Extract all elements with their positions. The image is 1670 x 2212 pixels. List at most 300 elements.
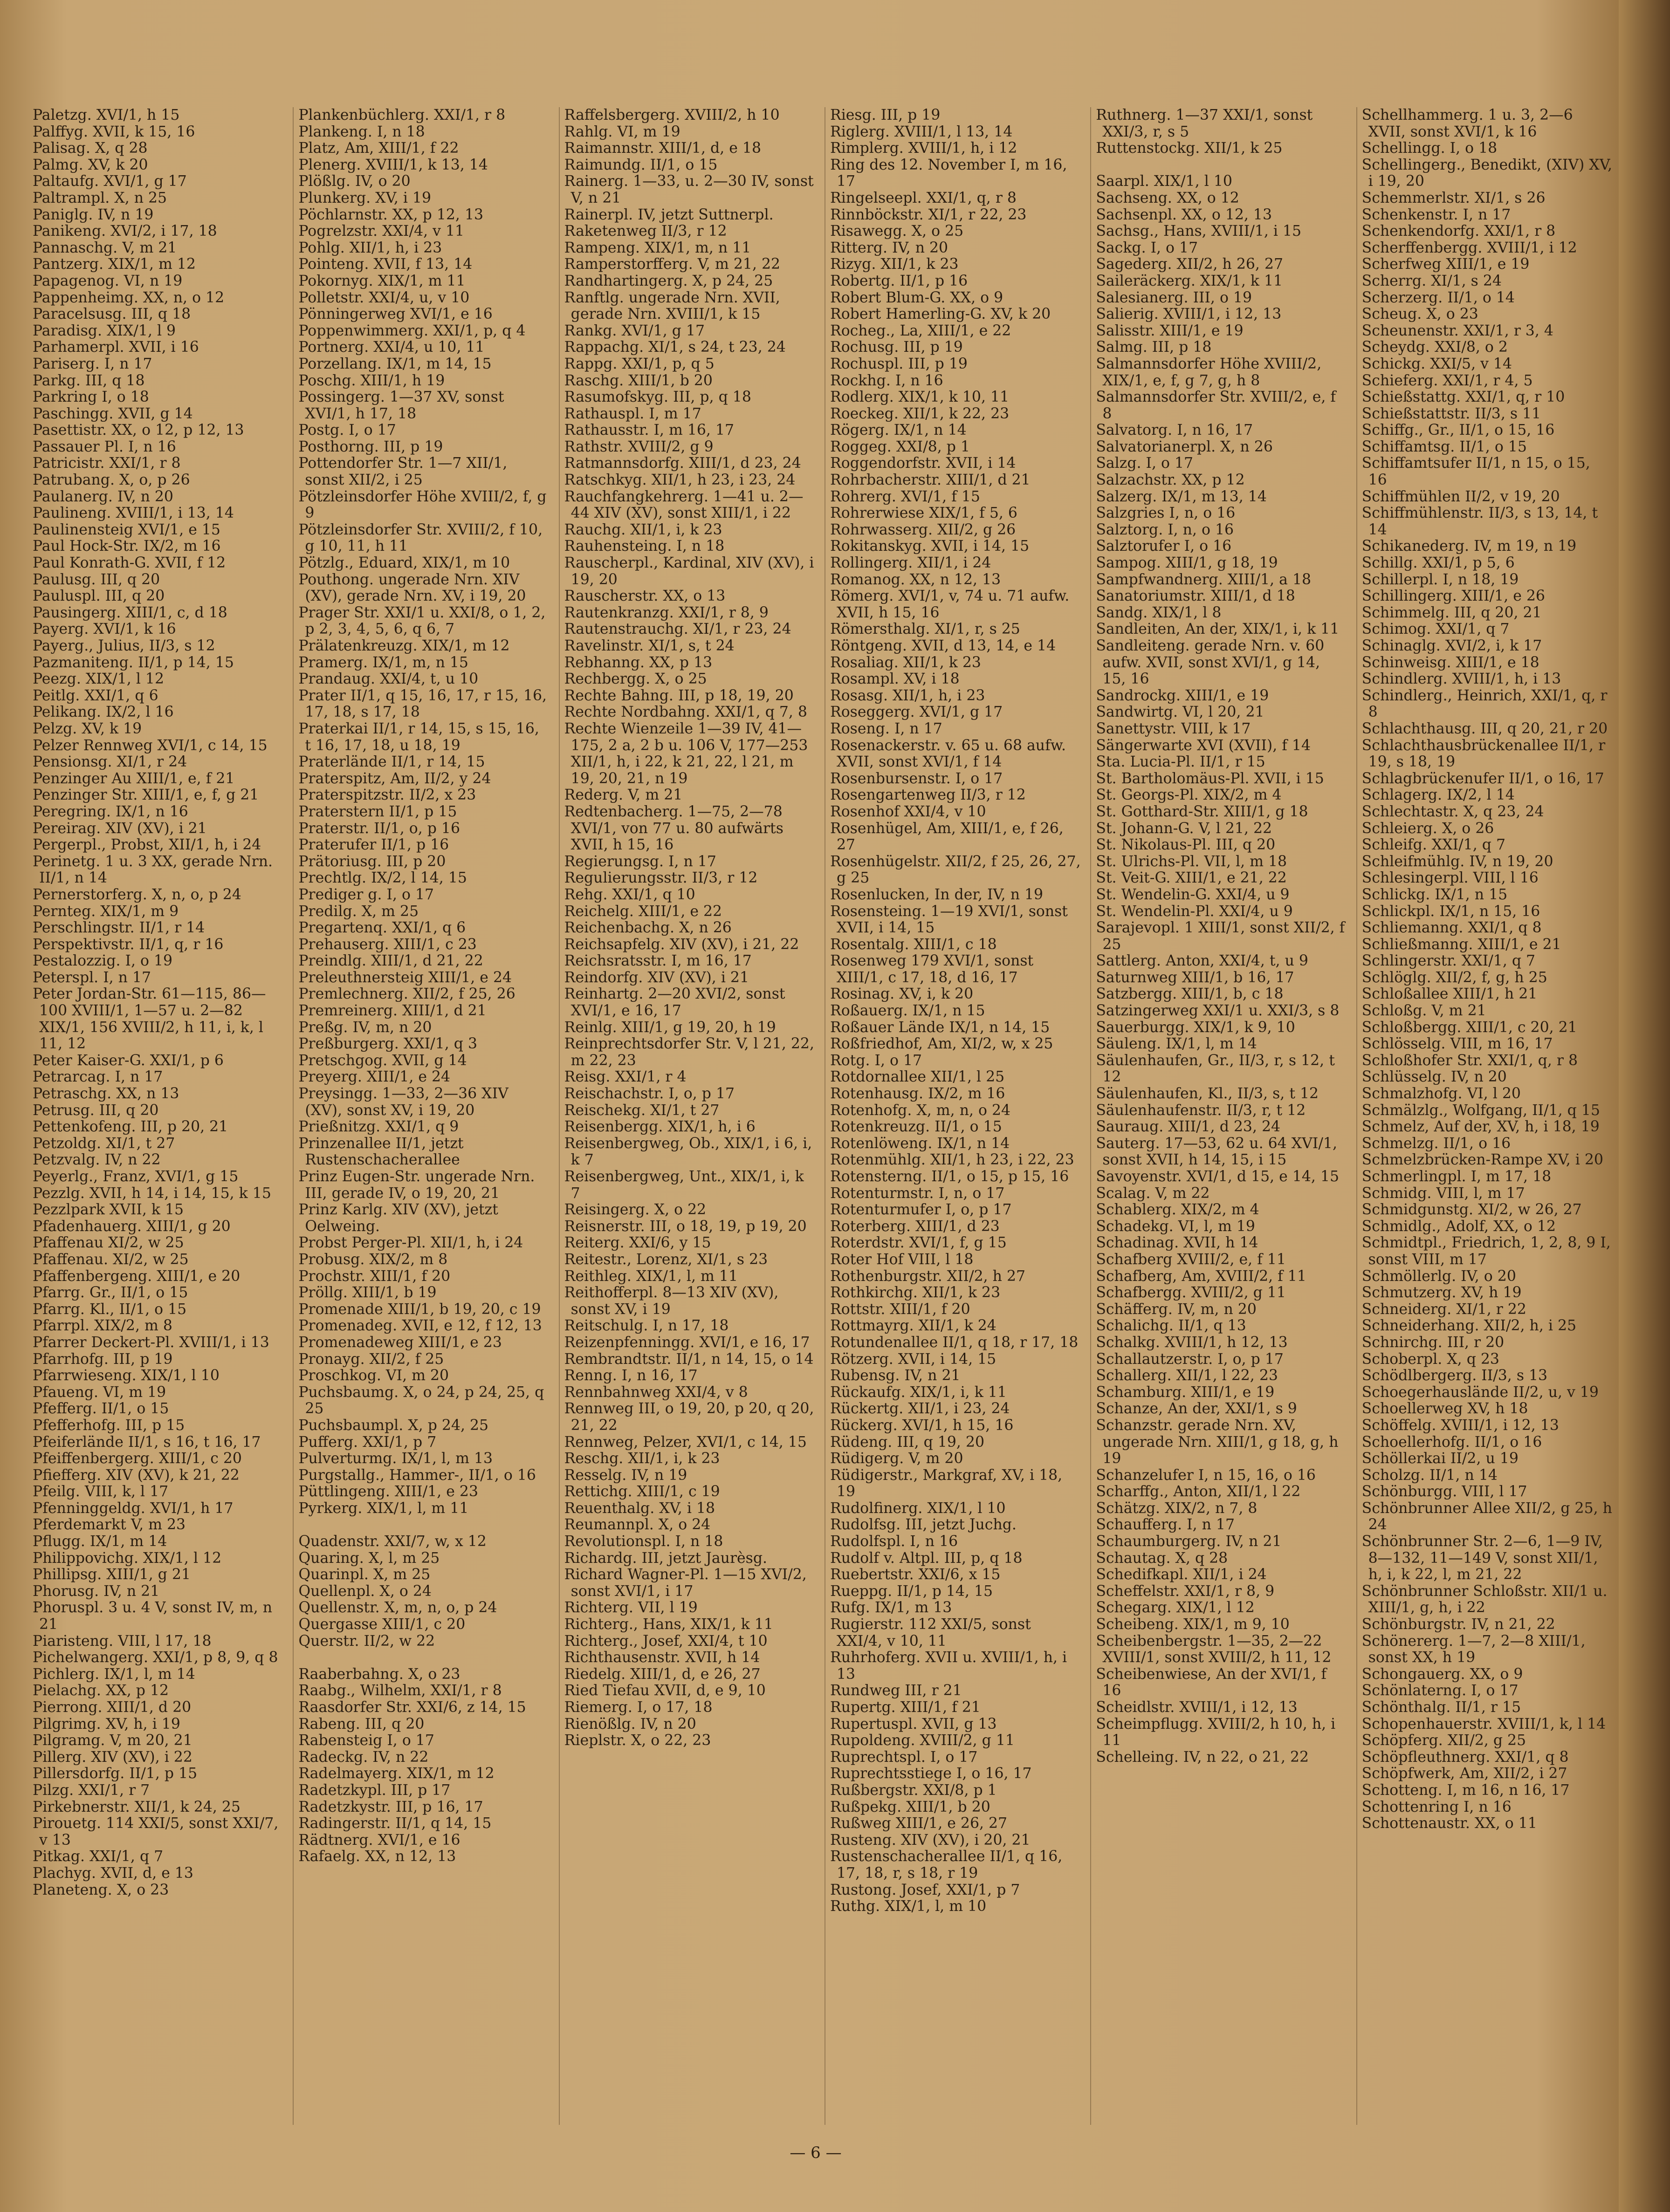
- street-entry: Schickg. XXI/5, v 14: [1361, 355, 1512, 372]
- street-entry: Salvatorg. I, n 16, 17: [1096, 422, 1253, 439]
- street-entry: Parhamerpl. XVII, i 16: [33, 339, 199, 356]
- street-entry: Rainerg. 1—33, u. 2—30 IV, sonst V, n 21: [564, 173, 814, 206]
- street-entry: Sandrockg. XIII/1, e 19: [1096, 687, 1269, 704]
- street-entry: Prälatenkreuzg. XIX/1, m 12: [298, 637, 510, 654]
- street-entry: Schalichg. II/1, q 13: [1096, 1317, 1246, 1335]
- street-entry: Rechte Nordbahng. XXI/1, q 7, 8: [564, 704, 807, 721]
- street-entry: Scheibeng. XIX/1, m 9, 10: [1096, 1616, 1290, 1633]
- street-entry: Schönlaterng. I, o 17: [1361, 1682, 1519, 1699]
- street-entry: Petrusg. III, q 20: [33, 1102, 159, 1119]
- street-entry: Roeckeg. XII/1, k 22, 23: [830, 405, 1010, 422]
- street-entry: Schöpferg. XII/2, g 25: [1361, 1732, 1526, 1749]
- street-entry: Preleuthnersteig XIII/1, e 24: [298, 969, 512, 986]
- street-entry: Reinprechtsdorfer Str. V, l 21, 22, m 22, 23: [564, 1035, 814, 1069]
- street-entry: Schöllerkai II/2, u 19: [1361, 1450, 1519, 1467]
- street-entry: Raaberbahng. X, o 23: [298, 1665, 460, 1683]
- street-entry: Sarajevopl. 1 XIII/1, sonst XII/2, f 25: [1096, 919, 1345, 953]
- street-entry: Raschg. XIII/1, b 20: [564, 372, 713, 389]
- street-entry: Pillerg. XIV (XV), i 22: [33, 1748, 192, 1766]
- street-entry: Schönererg. 1—7, 2—8 XIII/1, sonst XX, h 19: [1361, 1632, 1586, 1666]
- street-entry: Rudolfinerg. XIX/1, l 10: [830, 1500, 1006, 1517]
- street-entry: Passauer Pl. I, n 16: [33, 438, 176, 455]
- street-entry: Quergasse XIII/1, c 20: [298, 1616, 466, 1633]
- street-entry: Schinaglg. XVI/2, i, k 17: [1361, 637, 1542, 654]
- street-entry: Plenerg. XVIII/1, k 13, 14: [298, 156, 488, 173]
- street-entry: Rosenhügel, Am, XIII/1, e, f 26, 27: [830, 820, 1064, 854]
- street-entry: Rußpekg. XIII/1, b 20: [830, 1798, 990, 1815]
- street-entry: Schätzg. XIX/2, n 7, 8: [1096, 1500, 1258, 1517]
- street-entry: Pilgramg. V, m 20, 21: [33, 1732, 192, 1749]
- street-entry: Rotenhausg. IX/2, m 16: [830, 1085, 1005, 1103]
- street-entry: Roggendorfstr. XVII, i 14: [830, 455, 1016, 472]
- street-entry: Reisenbergweg, Ob., XIX/1, i 6, i, k 7: [564, 1135, 812, 1169]
- street-entry: Pernerstorferg. X, n, o, p 24: [33, 886, 241, 903]
- street-entry: Reischekg. XI/1, t 27: [564, 1102, 720, 1119]
- street-entry: Pfarrer Deckert-Pl. XVIII/1, i 13: [33, 1334, 269, 1351]
- street-entry: Rotg. I, o 17: [830, 1052, 922, 1069]
- street-entry: Peezg. XIX/1, l 12: [33, 671, 164, 688]
- street-entry: Rosenlucken, In der, IV, n 19: [830, 886, 1044, 903]
- street-entry: Rupoldeng. XVIII/2, g 11: [830, 1732, 1015, 1749]
- street-entry: Phillipsg. XIII/1, g 21: [33, 1566, 191, 1583]
- street-entry: Rochusg. III, p 19: [830, 339, 963, 356]
- street-entry: Rohrerg. XVI/1, f 15: [830, 488, 980, 505]
- street-entry: Rabeng. III, q 20: [298, 1715, 425, 1733]
- street-entry: Schloßhofer Str. XXI/1, q, r 8: [1361, 1052, 1578, 1069]
- street-entry: Schleifg. XXI/1, q 7: [1361, 836, 1505, 854]
- street-entry: Petzvalg. IV, n 22: [33, 1151, 161, 1169]
- street-entry: Schenkenstr. I, n 17: [1361, 206, 1511, 223]
- street-entry: Scherffenbergg. XVIII/1, i 12: [1361, 239, 1577, 256]
- street-entry: Reschg. XII/1, i, k 23: [564, 1450, 720, 1467]
- street-entry: Resselg. IV, n 19: [564, 1466, 687, 1484]
- street-entry: Rädtnerg. XVI/1, e 16: [298, 1831, 460, 1849]
- street-entry: Proschkog. VI, m 20: [298, 1367, 449, 1384]
- street-entry: Sandleiteng. gerade Nrn. v. 60 aufw. XVII, sonst XVI/1, g 14, 15, 16: [1096, 637, 1325, 688]
- street-entry: Ramperstorfferg. V, m 21, 22: [564, 256, 781, 273]
- street-entry: Pröllg. XIII/1, b 19: [298, 1284, 437, 1301]
- street-entry: Peyerlg., Franz, XVI/1, g 15: [33, 1168, 239, 1185]
- street-entry: Petraschg. XX, n 13: [33, 1085, 179, 1103]
- street-entry: Schadekg. VI, l, m 19: [1096, 1218, 1255, 1235]
- street-entry: Salztorg. I, n, o 16: [1096, 521, 1234, 538]
- street-entry: Praterspitzstr. II/2, x 23: [298, 787, 476, 804]
- street-entry: Schöpfleuthnerg. XXI/1, q 8: [1361, 1748, 1569, 1766]
- street-entry: Preyerg. XIII/1, e 24: [298, 1068, 451, 1086]
- street-entry: Parkg. III, q 18: [33, 372, 145, 389]
- street-entry: Pfarrg. Gr., II/1, o 15: [33, 1284, 188, 1301]
- street-entry: Rochuspl. III, p 19: [830, 355, 968, 372]
- street-entry: Rauscherpl., Kardinal, XIV (XV), i 19, 20: [564, 555, 814, 588]
- street-entry: Schmälzlg., Wolfgang, II/1, q 15: [1361, 1102, 1600, 1119]
- street-entry: Porzellang. IX/1, m 14, 15: [298, 355, 492, 372]
- street-entry: Pokornyg. XIX/1, m 11: [298, 272, 466, 289]
- street-entry: Römersthalg. XI/1, r, s 25: [830, 621, 1020, 638]
- street-entry: Sandwirtg. VI, l 20, 21: [1096, 704, 1265, 721]
- street-entry: Rottmayrg. XII/1, k 24: [830, 1317, 997, 1335]
- street-entry: Pfefferhofg. III, p 15: [33, 1417, 185, 1434]
- street-entry: Promenadeweg XIII/1, e 23: [298, 1334, 502, 1351]
- street-entry: Paletzg. XVI/1, h 15: [33, 107, 180, 123]
- street-entry: Rinnböckstr. XI/1, r 22, 23: [830, 206, 1027, 223]
- street-entry: Peter Jordan-Str. 61—115, 86—100 XVIII/1, 1—57 u. 2—82 XIX/1, 156 XVIII/2, h 11, i, k, l 11, 12: [33, 986, 266, 1053]
- street-entry: Sauerburgg. XIX/1, k 9, 10: [1096, 1019, 1295, 1036]
- street-entry: Rathstr. XVIII/2, g 9: [564, 438, 714, 455]
- street-entry: Pierrong. XIII/1, d 20: [33, 1699, 192, 1716]
- street-entry: Schafberg XVIII/2, e, f 11: [1096, 1251, 1286, 1268]
- street-entry: Pfarrwieseng. XIX/1, l 10: [33, 1367, 220, 1384]
- street-entry: Salzachstr. XX, p 12: [1096, 472, 1245, 489]
- street-entry: Rennweg III, o 19, 20, p 20, q 20, 21, 22: [564, 1400, 814, 1434]
- street-entry: Pohlg. XII/1, h, i 23: [298, 239, 442, 256]
- street-entry: Schödlbergerg. II/3, s 13: [1361, 1367, 1548, 1384]
- street-entry: Salierig. XVIII/1, i 12, 13: [1096, 306, 1282, 323]
- street-entry: Reischachstr. I, o, p 17: [564, 1085, 735, 1103]
- street-entry: Rollingerg. XII/1, i 24: [830, 555, 991, 572]
- street-entry: Rustenschacherallee II/1, q 16, 17, 18, r, s 18, r 19: [830, 1848, 1063, 1882]
- street-entry: Ring des 12. November I, m 16, 17: [830, 156, 1067, 190]
- street-entry: Rederg. V, m 21: [564, 787, 683, 804]
- street-entry: Puchsbaumpl. X, p 24, 25: [298, 1417, 489, 1434]
- street-entry: Pfeilg. VIII, k, l 17: [33, 1483, 169, 1500]
- index-column: [1356, 107, 1613, 2125]
- street-entry: Rautenstrauchg. XI/1, r 23, 24: [564, 621, 791, 638]
- street-entry: Schloßallee XIII/1, h 21: [1361, 986, 1538, 1003]
- street-entry: Schalkg. XVIII/1, h 12, 13: [1096, 1334, 1288, 1351]
- street-entry: Prediger g. I, o 17: [298, 886, 434, 903]
- page-number: — 6 —: [790, 2144, 842, 2162]
- street-entry: Quaring. X, l, m 25: [298, 1549, 440, 1567]
- street-entry: Schellingg. I, o 18: [1361, 140, 1498, 157]
- street-entry: Pilgrimg. XV, h, i 19: [33, 1715, 180, 1733]
- street-entry: Rückerg. XVI/1, h 15, 16: [830, 1417, 1014, 1434]
- street-entry: Raimannstr. XIII/1, d, e 18: [564, 140, 761, 157]
- street-entry: Schöffelg. XVIII/1, i 12, 13: [1361, 1417, 1559, 1434]
- street-entry: Piaristeng. VIII, l 17, 18: [33, 1632, 212, 1650]
- street-entry: Schanzstr. gerade Nrn. XV, ungerade Nrn. XIII/1, g 18, g, h 19: [1096, 1417, 1339, 1467]
- street-entry: Plunkerg. XV, i 19: [298, 189, 432, 206]
- street-entry: Säulenhaufen, Gr., II/3, r, s 12, t 12: [1096, 1052, 1335, 1086]
- street-entry: Schieferg. XXI/1, r 4, 5: [1361, 372, 1533, 389]
- street-entry: Palmg. XV, k 20: [33, 156, 148, 173]
- street-entry: Rehg. XXI/1, q 10: [564, 886, 695, 903]
- street-entry: Ried Tiefau XVII, d, e 9, 10: [564, 1682, 766, 1699]
- street-entry: Rustong. Josef, XXI/1, p 7: [830, 1881, 1020, 1898]
- street-entry: Redtenbacherg. 1—75, 2—78 XVI/1, von 77 u. 80 aufwärts XVII, h 15, 16: [564, 803, 783, 854]
- street-entry: Rußweg XIII/1, e 26, 27: [830, 1815, 1008, 1832]
- street-entry: Rudolfspl. I, n 16: [830, 1533, 958, 1550]
- street-entry: Richterg. VII, l 19: [564, 1599, 698, 1616]
- street-entry: Pfeiferlände II/1, s 16, t 16, 17: [33, 1433, 261, 1451]
- street-entry: Pfarrg. Kl., II/1, o 15: [33, 1301, 187, 1318]
- street-entry: [298, 1650, 549, 1666]
- street-entry: Rathausstr. I, m 16, 17: [564, 422, 735, 439]
- street-entry: Pfarrhofg. III, p 19: [33, 1350, 173, 1368]
- street-entry: Rottstr. XIII/1, f 20: [830, 1301, 970, 1318]
- street-entry: Prinzenallee II/1, jetzt Rustenschacherallee: [298, 1135, 464, 1169]
- street-entry: Pillersdorfg. II/1, p 15: [33, 1765, 198, 1782]
- street-entry: Penzinger Au XIII/1, e, f 21: [33, 770, 235, 787]
- street-entry: Rueppg. II/1, p 14, 15: [830, 1582, 993, 1600]
- street-entry: Ruthnerg. 1—37 XXI/1, sonst XXI/3, r, s 5: [1096, 107, 1313, 140]
- street-entry: Schönbrunner Str. 2—6, 1—9 IV, 8—132, 11—149 V, sonst XII/1, h, i, k 22, l, m 21, 22: [1361, 1533, 1603, 1583]
- street-entry: Rosenhügelstr. XII/2, f 25, 26, 27, g 25: [830, 853, 1081, 887]
- street-entry: Schlösselg. VIII, m 16, 17: [1361, 1035, 1553, 1053]
- street-entry: Robertg. II/1, p 16: [830, 272, 968, 289]
- street-entry: Querstr. II/2, w 22: [298, 1632, 435, 1650]
- street-entry: Schimmelg. III, q 20, 21: [1361, 604, 1542, 621]
- street-entry: Reichsratsstr. I, m 16, 17: [564, 952, 752, 970]
- street-entry: Sandleiten, An der, XIX/1, i, k 11: [1096, 621, 1340, 638]
- street-entry: Rankg. XVI/1, g 17: [564, 322, 705, 339]
- street-entry: Pasettistr. XX, o 12, p 12, 13: [33, 422, 244, 439]
- street-entry: Rettichg. XIII/1, c 19: [564, 1483, 720, 1500]
- street-entry: Rückertg. XII/1, i 23, 24: [830, 1400, 1010, 1418]
- street-entry: Pausingerg. XIII/1, c, d 18: [33, 604, 227, 621]
- street-entry: Säulenhaufen, Kl., II/3, s, t 12: [1096, 1085, 1319, 1103]
- street-entry: Pulverturmg. IX/1, l, m 13: [298, 1450, 493, 1467]
- street-entry: Schinweisg. XIII/1, e 18: [1361, 654, 1539, 671]
- street-entry: Portnerg. XXI/4, u 10, 11: [298, 339, 485, 356]
- street-entry: Rotenhofg. X, m, n, o 24: [830, 1102, 1011, 1119]
- street-entry: Rotenlöweng. IX/1, n 14: [830, 1135, 1010, 1152]
- street-entry: Quadenstr. XXI/7, w, x 12: [298, 1533, 487, 1550]
- street-entry: Pariserg. I, n 17: [33, 355, 152, 372]
- street-entry: Poppenwimmerg. XXI/1, p, q 4: [298, 322, 526, 339]
- street-entry: Platz, Am, XIII/1, f 22: [298, 140, 459, 157]
- street-entry: Penzinger Str. XIII/1, e, f, g 21: [33, 787, 259, 804]
- street-entry: Pettenkofeng. III, p 20, 21: [33, 1118, 228, 1136]
- street-entry: Preindlg. XIII/1, d 21, 22: [298, 952, 483, 970]
- street-entry: Rupertg. XIII/1, f 21: [830, 1699, 981, 1716]
- street-entry: Scherzerg. II/1, o 14: [1361, 289, 1515, 306]
- street-entry: Schiffmühlenstr. II/3, s 13, 14, t 14: [1361, 505, 1598, 538]
- street-entry: Rieplstr. X, o 22, 23: [564, 1732, 711, 1749]
- street-entry: Ruhrhoferg. XVII u. XVIII/1, h, i 13: [830, 1649, 1067, 1683]
- street-entry: Sampog. XIII/1, g 18, 19: [1096, 555, 1278, 572]
- street-entry: Säulenhaufenstr. II/3, r, t 12: [1096, 1102, 1306, 1119]
- street-entry: Rotensterng. II/1, o 15, p 15, 16: [830, 1168, 1069, 1185]
- street-entry: Schloßbergg. XIII/1, c 20, 21: [1361, 1019, 1577, 1036]
- street-entry: Rotenturmstr. I, n, o 17: [830, 1185, 1005, 1202]
- street-entry: St. Bartholomäus-Pl. XVII, i 15: [1096, 770, 1324, 787]
- street-entry: Rupertuspl. XVII, g 13: [830, 1715, 997, 1733]
- street-entry: Schanzelufer I, n 15, 16, o 16: [1096, 1466, 1316, 1484]
- street-entry: Schmelzbrücken-Rampe XV, i 20: [1361, 1151, 1603, 1169]
- street-entry: Ringelseepl. XXI/1, q, r 8: [830, 189, 1017, 206]
- street-entry: Parkring I, o 18: [33, 389, 149, 406]
- street-entry: Patrubang. X, o, p 26: [33, 472, 190, 489]
- street-entry: Rüdigerg. V, m 20: [830, 1450, 963, 1467]
- street-entry: Schmelzg. II/1, o 16: [1361, 1135, 1511, 1152]
- street-entry: Pazmaniteng. II/1, p 14, 15: [33, 654, 234, 671]
- street-entry: Ruprechtspl. I, o 17: [830, 1748, 978, 1766]
- street-entry: Rienößlg. IV, n 20: [564, 1715, 696, 1733]
- street-entry: Rudolf v. Altpl. III, p, q 18: [830, 1549, 1023, 1567]
- street-entry: Schmerlingpl. I, m 17, 18: [1361, 1168, 1552, 1185]
- street-entry: Probst Perger-Pl. XII/1, h, i 24: [298, 1234, 523, 1252]
- street-entry: Peterspl. I, n 17: [33, 969, 151, 986]
- street-entry: Rokitanskyg. XVII, i 14, 15: [830, 538, 1030, 555]
- street-entry: Rechte Wienzeile 1—39 IV, 41—175, 2 a, 2 b u. 106 V, 177—253 XII/1, h, i 22, k 21, 22, l 21, m 19, 20, 21, n 19: [564, 720, 808, 787]
- street-entry: Roggeg. XXI/8, p 1: [830, 438, 970, 455]
- street-entry: Schoegerhauslände II/2, u, v 19: [1361, 1383, 1599, 1401]
- street-entry: Ritterg. IV, n 20: [830, 239, 948, 256]
- street-entry: [1096, 157, 1347, 174]
- street-entry: Radetzkypl. III, p 17: [298, 1781, 451, 1799]
- street-entry: Riglerg. XVIII/1, l 13, 14: [830, 123, 1013, 140]
- street-entry: Rufg. IX/1, m 13: [830, 1599, 952, 1616]
- street-entry: Pfeiffenbergerg. XIII/1, c 20: [33, 1450, 242, 1467]
- street-entry: Rugierstr. 112 XXI/5, sonst XXI/4, v 10, 11: [830, 1616, 1031, 1650]
- street-entry: Praterstern II/1, p 15: [298, 803, 457, 820]
- street-entry: Scheibenbergstr. 1—35, 2—22 XVIII/1, sonst XVIII/2, h 11, 12: [1096, 1632, 1332, 1666]
- index-column: [293, 107, 549, 2125]
- street-entry: Rautenkranzg. XXI/1, r 8, 9: [564, 604, 769, 621]
- street-entry: Sauraug. XIII/1, d 23, 24: [1096, 1118, 1281, 1136]
- street-entry: Payerg. XVI/1, k 16: [33, 621, 176, 638]
- street-entry: Paulusg. III, q 20: [33, 571, 160, 588]
- street-entry: Peter Kaiser-G. XXI/1, p 6: [33, 1052, 224, 1069]
- street-entry: Sampfwandnerg. XIII/1, a 18: [1096, 571, 1312, 588]
- street-entry: Schemmerlstr. XI/1, s 26: [1361, 189, 1546, 206]
- street-entry: Rafaelg. XX, n 12, 13: [298, 1848, 456, 1865]
- street-entry: Schloßg. V, m 21: [1361, 1002, 1486, 1020]
- street-entry: Säuleng. IX/1, l, m 14: [1096, 1035, 1257, 1053]
- street-entry: Rebhanng. XX, p 13: [564, 654, 713, 671]
- street-entry: Schafbergg. XVIII/2, g 11: [1096, 1284, 1286, 1301]
- street-entry: Richardg. III, jetzt Jaurèsg.: [564, 1549, 767, 1567]
- street-entry: Schimog. XXI/1, q 7: [1361, 621, 1510, 638]
- street-entry: Perinetg. 1 u. 3 XX, gerade Nrn. II/1, n 14: [33, 853, 273, 887]
- street-entry: Paulinensteig XVI/1, e 15: [33, 521, 220, 538]
- street-entry: Rögerg. IX/1, n 14: [830, 422, 967, 439]
- street-entry: Praterufer II/1, p 16: [298, 836, 449, 854]
- street-entry: Predilg. X, m 25: [298, 903, 419, 920]
- street-entry: Schafberg, Am, XVIII/2, f 11: [1096, 1267, 1306, 1285]
- street-entry: Schönthalg. II/1, r 15: [1361, 1699, 1521, 1716]
- street-entry: Schedifkapl. XII/1, i 24: [1096, 1566, 1267, 1583]
- street-entry: Scheimpflugg. XVIII/2, h 10, h, i 11: [1096, 1715, 1336, 1749]
- street-entry: Pouthong. ungerade Nrn. XIV (XV), gerade Nrn. XV, i 19, 20: [298, 571, 526, 605]
- street-entry: Rüdigerstr., Markgraf, XV, i 18, 19: [830, 1466, 1063, 1500]
- street-entry: Rosenackerstr. v. 65 u. 68 aufw. XVII, sonst XVI/1, f 14: [830, 737, 1066, 771]
- street-entry: Regulierungsstr. II/3, r 12: [564, 870, 758, 887]
- street-entry: Rechte Bahng. III, p 18, 19, 20: [564, 687, 794, 704]
- street-entry: Schellingerg., Benedikt, (XIV) XV, i 19, 20: [1361, 156, 1612, 190]
- street-entry: Richard Wagner-Pl. 1—15 XVI/2, sonst XVI/1, i 17: [564, 1566, 807, 1600]
- book-binding: [1619, 0, 1670, 2212]
- street-entry: Ravelinstr. XI/1, s, t 24: [564, 637, 735, 654]
- street-entry: Robert Hamerling-G. XV, k 20: [830, 306, 1051, 323]
- street-entry: Purgstallg., Hammer-, II/1, o 16: [298, 1466, 536, 1484]
- street-entry: Reichenbachg. X, n 26: [564, 919, 732, 937]
- street-entry: Reitestr., Lorenz, XI/1, s 23: [564, 1251, 768, 1268]
- street-entry: Sängerwarte XVI (XVII), f 14: [1096, 737, 1311, 754]
- street-entry: Rosensteing. 1—19 XVI/1, sonst XVII, i 14, 15: [830, 903, 1068, 937]
- street-entry: Schelleing. IV, n 22, o 21, 22: [1096, 1748, 1309, 1766]
- street-entry: Roterberg. XIII/1, d 23: [830, 1218, 1000, 1235]
- street-entry: Randhartingerg. X, p 24, 25: [564, 272, 773, 289]
- street-entry: Raketenweg II/3, r 12: [564, 223, 727, 240]
- street-entry: Rosengartenweg II/3, r 12: [830, 787, 1026, 804]
- street-entry: Reithofferpl. 8—13 XIV (XV), sonst XV, i 19: [564, 1284, 779, 1318]
- street-entry: Schillg. XXI/1, p 5, 6: [1361, 555, 1515, 572]
- street-entry: Rotenkreuzg. II/1, o 15: [830, 1118, 1002, 1136]
- street-entry: Schindlerg., Heinrich, XXI/1, q, r 8: [1361, 687, 1608, 721]
- street-entry: Pelzg. XV, k 19: [33, 720, 142, 737]
- street-entry: Riemerg. I, o 17, 18: [564, 1699, 713, 1716]
- street-entry: Revolutionspl. I, n 18: [564, 1533, 723, 1550]
- street-entry: Scheug. X, o 23: [1361, 306, 1478, 323]
- street-entry: Pereirag. XIV (XV), i 21: [33, 820, 207, 837]
- street-entry: Pfaffenau. XI/2, w 25: [33, 1251, 189, 1268]
- street-entry: Petrarcag. I, n 17: [33, 1068, 163, 1086]
- street-entry: Pirkebnerstr. XII/1, k 24, 25: [33, 1798, 241, 1815]
- street-entry: Reizenpfenningg. XVI/1, e 16, 17: [564, 1334, 810, 1351]
- street-entry: Sauterg. 17—53, 62 u. 64 XVI/1, sonst XVII, h 14, 15, i 15: [1096, 1135, 1337, 1169]
- street-entry: Schleifmühlg. IV, n 19, 20: [1361, 853, 1553, 870]
- street-entry: Richthausenstr. XVII, h 14: [564, 1649, 760, 1666]
- street-entry: Pyrkerg. XIX/1, l, m 11: [298, 1500, 469, 1517]
- street-entry: Schoellerweg XV, h 18: [1361, 1400, 1528, 1418]
- street-entry: Scalag. V, m 22: [1096, 1185, 1210, 1202]
- street-entry: Schallerg. XII/1, l 22, 23: [1096, 1367, 1278, 1384]
- index-column: [28, 107, 283, 2125]
- street-entry: Rusteng. XIV (XV), i 20, 21: [830, 1831, 1031, 1849]
- street-entry: Paschingg. XVII, g 14: [33, 405, 193, 422]
- street-entry: Püttlingeng. XIII/1, e 23: [298, 1483, 479, 1500]
- street-entry: Schlachthausg. III, q 20, 21, r 20: [1361, 720, 1608, 737]
- street-entry: Schillingerg. XIII/1, e 26: [1361, 588, 1545, 605]
- street-entry: Paul Konrath-G. XVII, f 12: [33, 555, 226, 572]
- street-entry: Schönburgstr. IV, n 21, 22: [1361, 1616, 1555, 1633]
- street-entry: Schönburgg. VIII, l 17: [1361, 1483, 1527, 1500]
- street-entry: Rappg. XXI/1, p, q 5: [564, 355, 715, 372]
- street-entry: Raimundg. II/1, o 15: [564, 156, 718, 173]
- street-entry: Rennweg, Pelzer, XVI/1, c 14, 15: [564, 1433, 807, 1451]
- street-entry: Prinz Karlg. XIV (XV), jetzt Oelweing.: [298, 1201, 498, 1235]
- street-entry: Pfenninggeldg. XVI/1, h 17: [33, 1500, 234, 1517]
- street-entry: Praterlände II/1, r 14, 15: [298, 753, 485, 771]
- street-entry: Probusg. XIX/2, m 8: [298, 1251, 448, 1268]
- street-entry: Papagenog. VI, n 19: [33, 272, 183, 289]
- street-entry: Paulanerg. IV, n 20: [33, 488, 173, 505]
- street-entry: Radeckg. IV, n 22: [298, 1748, 429, 1766]
- street-entry: Pötzlg., Eduard, XIX/1, m 10: [298, 555, 510, 572]
- street-entry: Rosenbursenstr. I, o 17: [830, 770, 1003, 787]
- street-entry: Palffyg. XVII, k 15, 16: [33, 123, 195, 140]
- street-entry: Rothkirchg. XII/1, k 23: [830, 1284, 1001, 1301]
- street-entry: Schmidtpl., Friedrich, 1, 2, 8, 9 I, sonst VIII, m 17: [1361, 1234, 1611, 1268]
- street-entry: Pötzleinsdorfer Str. XVIII/2, f 10, g 10, 11, h 11: [298, 521, 543, 555]
- street-entry: Schäfferg. IV, m, n 20: [1096, 1301, 1257, 1318]
- street-entry: Schanze, An der, XXI/1, s 9: [1096, 1400, 1297, 1418]
- street-entry: Quellenpl. X, o 24: [298, 1582, 432, 1600]
- street-entry: St. Johann-G. V, l 21, 22: [1096, 820, 1272, 837]
- street-entry: Ratmannsdorfg. XIII/1, d 23, 24: [564, 455, 801, 472]
- street-entry: Preßburgerg. XXI/1, q 3: [298, 1035, 478, 1053]
- street-entry: Scholzg. II/1, n 14: [1361, 1466, 1498, 1484]
- street-entry: Schotteng. I, m 16, n 16, 17: [1361, 1781, 1570, 1799]
- street-entry: Schießstattstr. II/3, s 11: [1361, 405, 1541, 422]
- street-entry: Schiffamtsufer II/1, n 15, o 15, 16: [1361, 455, 1590, 489]
- street-entry: Paul Hock-Str. IX/2, m 16: [33, 538, 221, 555]
- street-entry: Pitkag. XXI/1, q 7: [33, 1848, 164, 1865]
- street-entry: St. Wendelin-G. XXI/4, u 9: [1096, 886, 1290, 903]
- street-entry: Pronayg. XII/2, f 25: [298, 1350, 444, 1368]
- street-entry: Possingerg. 1—37 XV, sonst XVI/1, h 17, 18: [298, 389, 504, 422]
